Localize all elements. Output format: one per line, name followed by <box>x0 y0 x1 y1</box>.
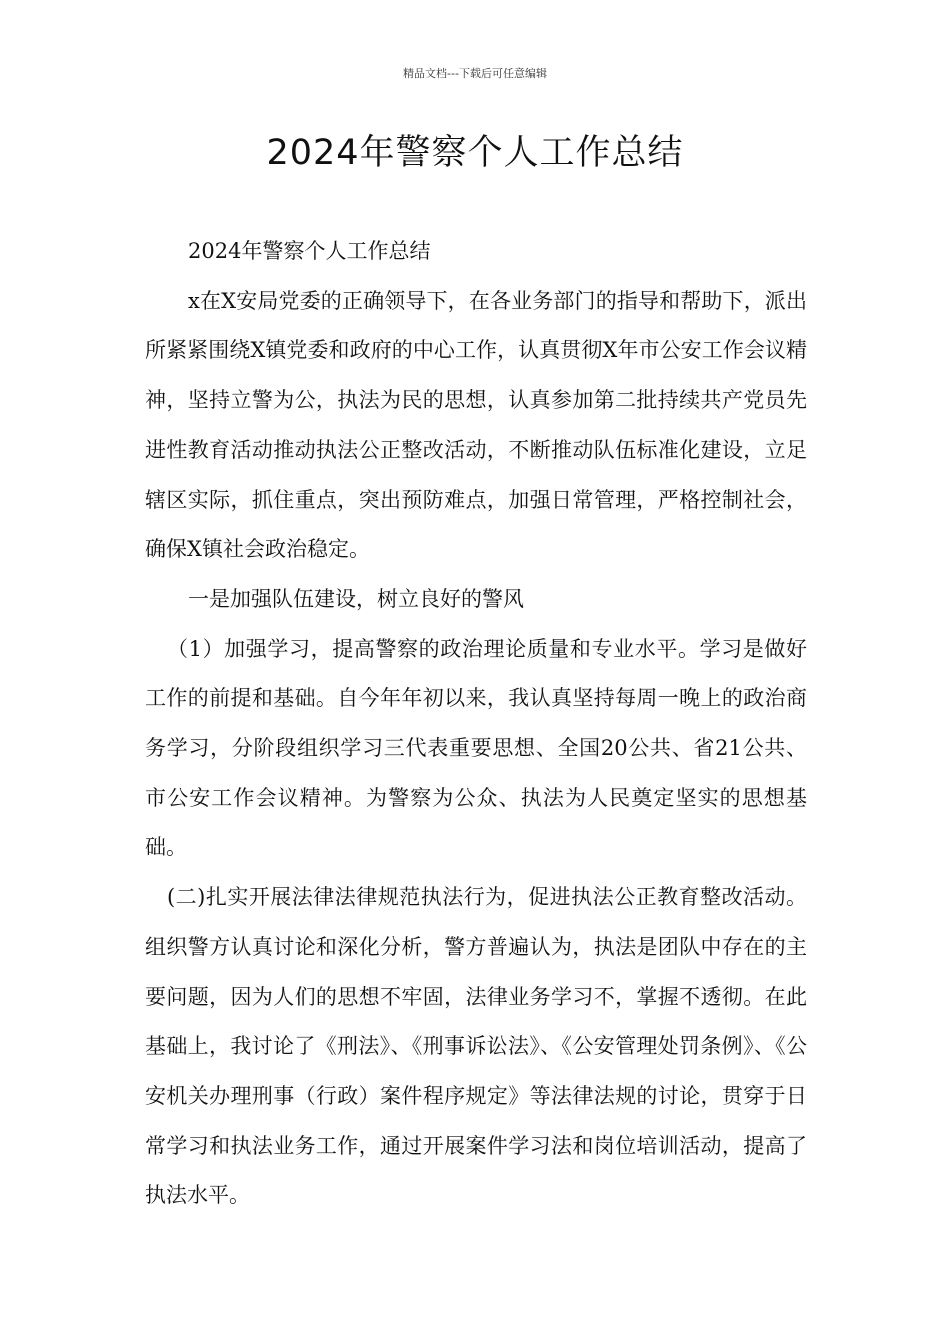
document-title: 2024年警察个人工作总结 <box>266 133 684 173</box>
paragraph-intro: x在X安局党委的正确领导下，在各业务部门的指导和帮助下，派出所紧紧围绕X镇党委和政府的中心工作，认真贯彻X年市公安工作会议精神，坚持立警为公，执法为民的思想，认真参加第二批持续共产党员先进性教育活动推动执法公正整改活动，不断推动队伍标准化建设，立足辖区实际，抓住重点，突出预防难点，加强日常管理，严格控制社会，确保X镇社会政治稳定。 <box>145 288 807 562</box>
paragraph-section-heading: 一是加强队伍建设，树立良好的警风 <box>188 586 524 611</box>
header-note: 精品文档---下载后可任意编辑 <box>403 67 547 80</box>
paragraph-subtitle: 2024年警察个人工作总结 <box>188 239 431 263</box>
paragraph-item-1: （1）加强学习，提高警察的政治理论质量和专业水平。学习是做好工作的前提和基础。自今年年初以来，我认真坚持每周一晚上的政治商务学习，分阶段组织学习三代表重要思想、全国20公共、省21公共、市公安工作会议精神。为警察为公众、执法为人民奠定坚实的思想基础。 <box>145 636 807 860</box>
paragraph-item-2: (二)扎实开展法律法律规范执法行为，促进执法公正教育整改活动。组织警方认真讨论和深化分析，警方普遍认为，执法是团队中存在的主要问题，因为人们的思想不牢固，法律业务学习不，掌握不透彻。在此基础上，我讨论了《刑法》、《刑事诉讼法》、《公安管理处罚条例》、《公安机关办理刑事（行政）案件程序规定》等法律法规的讨论，贯穿于日常学习和执法业务工作，通过开展案件学习法和岗位培训活动，提高了执法水平。 <box>145 885 807 1208</box>
document-body <box>145 227 807 1221</box>
